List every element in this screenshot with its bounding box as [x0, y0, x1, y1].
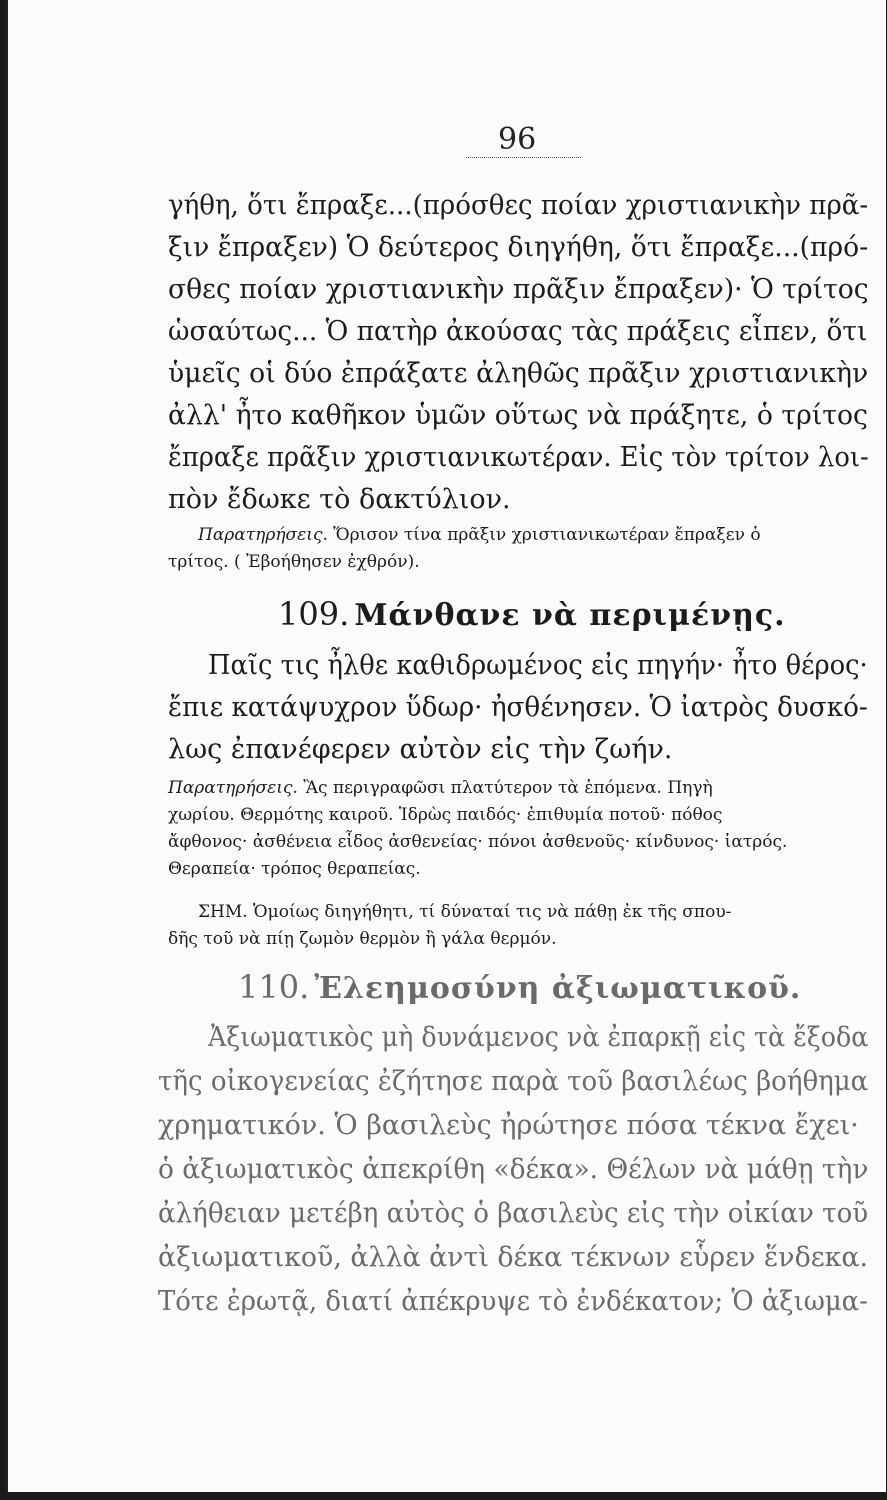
text-line: Παῖς τις ἦλθε καθιδρωμένος εἰς πηγήν· ἦτο θέρος· — [208, 650, 868, 681]
note-line: ἄφθονος· ἀσθένεια εἶδος ἀσθενείας· πόνοι ἀσθενοῦς· κίνδυνος· ἰατρός. — [168, 832, 788, 852]
text-line: Τότε ἐρωτᾷ, διατί ἀπέκρυψε τὸ ἑνδέκατον; Ὁ ἀξιωμα- — [158, 1286, 868, 1317]
remark-line: δῆς τοῦ νὰ πίῃ ζωμὸν θερμὸν ἢ γάλα θερμόν. — [168, 929, 557, 949]
section-title: Μάνθανε νὰ περιμένῃς. — [354, 598, 786, 633]
note-line: χωρίου. Θερμότης καιροῦ. Ἱδρὼς παιδός· ἐπιθυμία ποτοῦ· πόθος — [168, 805, 723, 825]
text-line: τῆς οἰκογενείας ἐζήτησε παρὰ τοῦ βασιλέως βοήθημα — [158, 1066, 869, 1097]
note-label: Παρατηρήσεις. — [198, 525, 328, 545]
remark-line: ΣΗΜ. Ὁμοίως διηγήθητι, τί δύναταί τις νὰ πάθῃ ἐκ τῆς σπου- — [198, 902, 732, 922]
text-line: γήθη, ὅτι ἔπραξε...(πρόσθες ποίαν χριστιανικὴν πρᾶ- — [168, 190, 869, 221]
note-line — [198, 525, 761, 545]
book-page — [6, 0, 886, 1492]
note-line: τρίτος. ( Ἐβοήθησεν ἐχθρόν). — [168, 552, 420, 572]
note-line: Θεραπεία· τρόπος θεραπείας. — [168, 859, 421, 879]
text-line: σθες ποίαν χριστιανικὴν πρᾶξιν ἔπραξεν)· Ὁ τρίτος — [168, 274, 869, 305]
page-number: 96 — [498, 122, 537, 157]
section-heading-109 — [278, 595, 786, 633]
text-line: ἀλήθειαν μετέβη αὐτὸς ὁ βασιλεὺς εἰς τὴν οἰκίαν τοῦ — [158, 1198, 869, 1229]
text-line: ἔπιε κατάψυχρον ὕδωρ· ἠσθένησεν. Ὁ ἰατρὸς δυσκό- — [168, 692, 868, 723]
text-line: χρηματικόν. Ὁ βασιλεὺς ἠρώτησε πόσα τέκνα ἔχει· — [158, 1110, 859, 1141]
note-label: Παρατηρήσεις. — [168, 778, 298, 798]
text-line: ξιν ἔπραξεν) Ὁ δεύτερος διηγήθη, ὅτι ἔπραξε...(πρό- — [168, 232, 869, 263]
text-line: πὸν ἔδωκε τὸ δακτύλιον. — [168, 484, 511, 515]
text-line: ἀξιωματικοῦ, ἀλλὰ ἀντὶ δέκα τέκνων εὗρεν ἕνδεκα. — [158, 1242, 868, 1273]
text-line: ἀλλ' ἦτο καθῆκον ὑμῶν οὕτως νὰ πράξητε, ὁ τρίτος — [168, 400, 868, 431]
section-number: 109. — [278, 595, 350, 633]
page-text — [8, 0, 886, 1492]
text-line: ὑμεῖς οἱ δύο ἐπράξατε ἀληθῶς πρᾶξιν χριστιανικὴν — [168, 358, 869, 389]
note-text: Ὅρισον τίνα πρᾶξιν χριστιανικωτέραν ἔπραξεν ὁ — [333, 525, 761, 545]
text-line: Ἀξιωματικὸς μὴ δυνάμενος νὰ ἐπαρκῇ εἰς τὰ ἔξοδα — [208, 1022, 869, 1053]
section-number: 110. — [238, 968, 310, 1006]
section-title: Ἐλεημοσύνη ἀξιωματικοῦ. — [314, 971, 802, 1006]
text-line: ἔπραξε πρᾶξιν χριστιανικωτέραν. Εἰς τὸν τρίτον λοι- — [168, 442, 869, 473]
text-line: ὡσαύτως... Ὁ πατὴρ ἀκούσας τὰς πράξεις εἶπεν, ὅτι — [168, 316, 868, 347]
text-line: ὁ ἀξιωματικὸς ἀπεκρίθη «δέκα». Θέλων νὰ μάθῃ τὴν — [158, 1154, 869, 1185]
note-text: Ἂς περιγραφῶσι πλατύτερον τὰ ἑπόμενα. Πηγὴ — [303, 778, 713, 798]
section-heading-110 — [238, 968, 801, 1006]
note-line — [168, 778, 713, 798]
text-line: λως ἐπανέφερεν αὐτὸν εἰς τὴν ζωήν. — [168, 734, 673, 765]
